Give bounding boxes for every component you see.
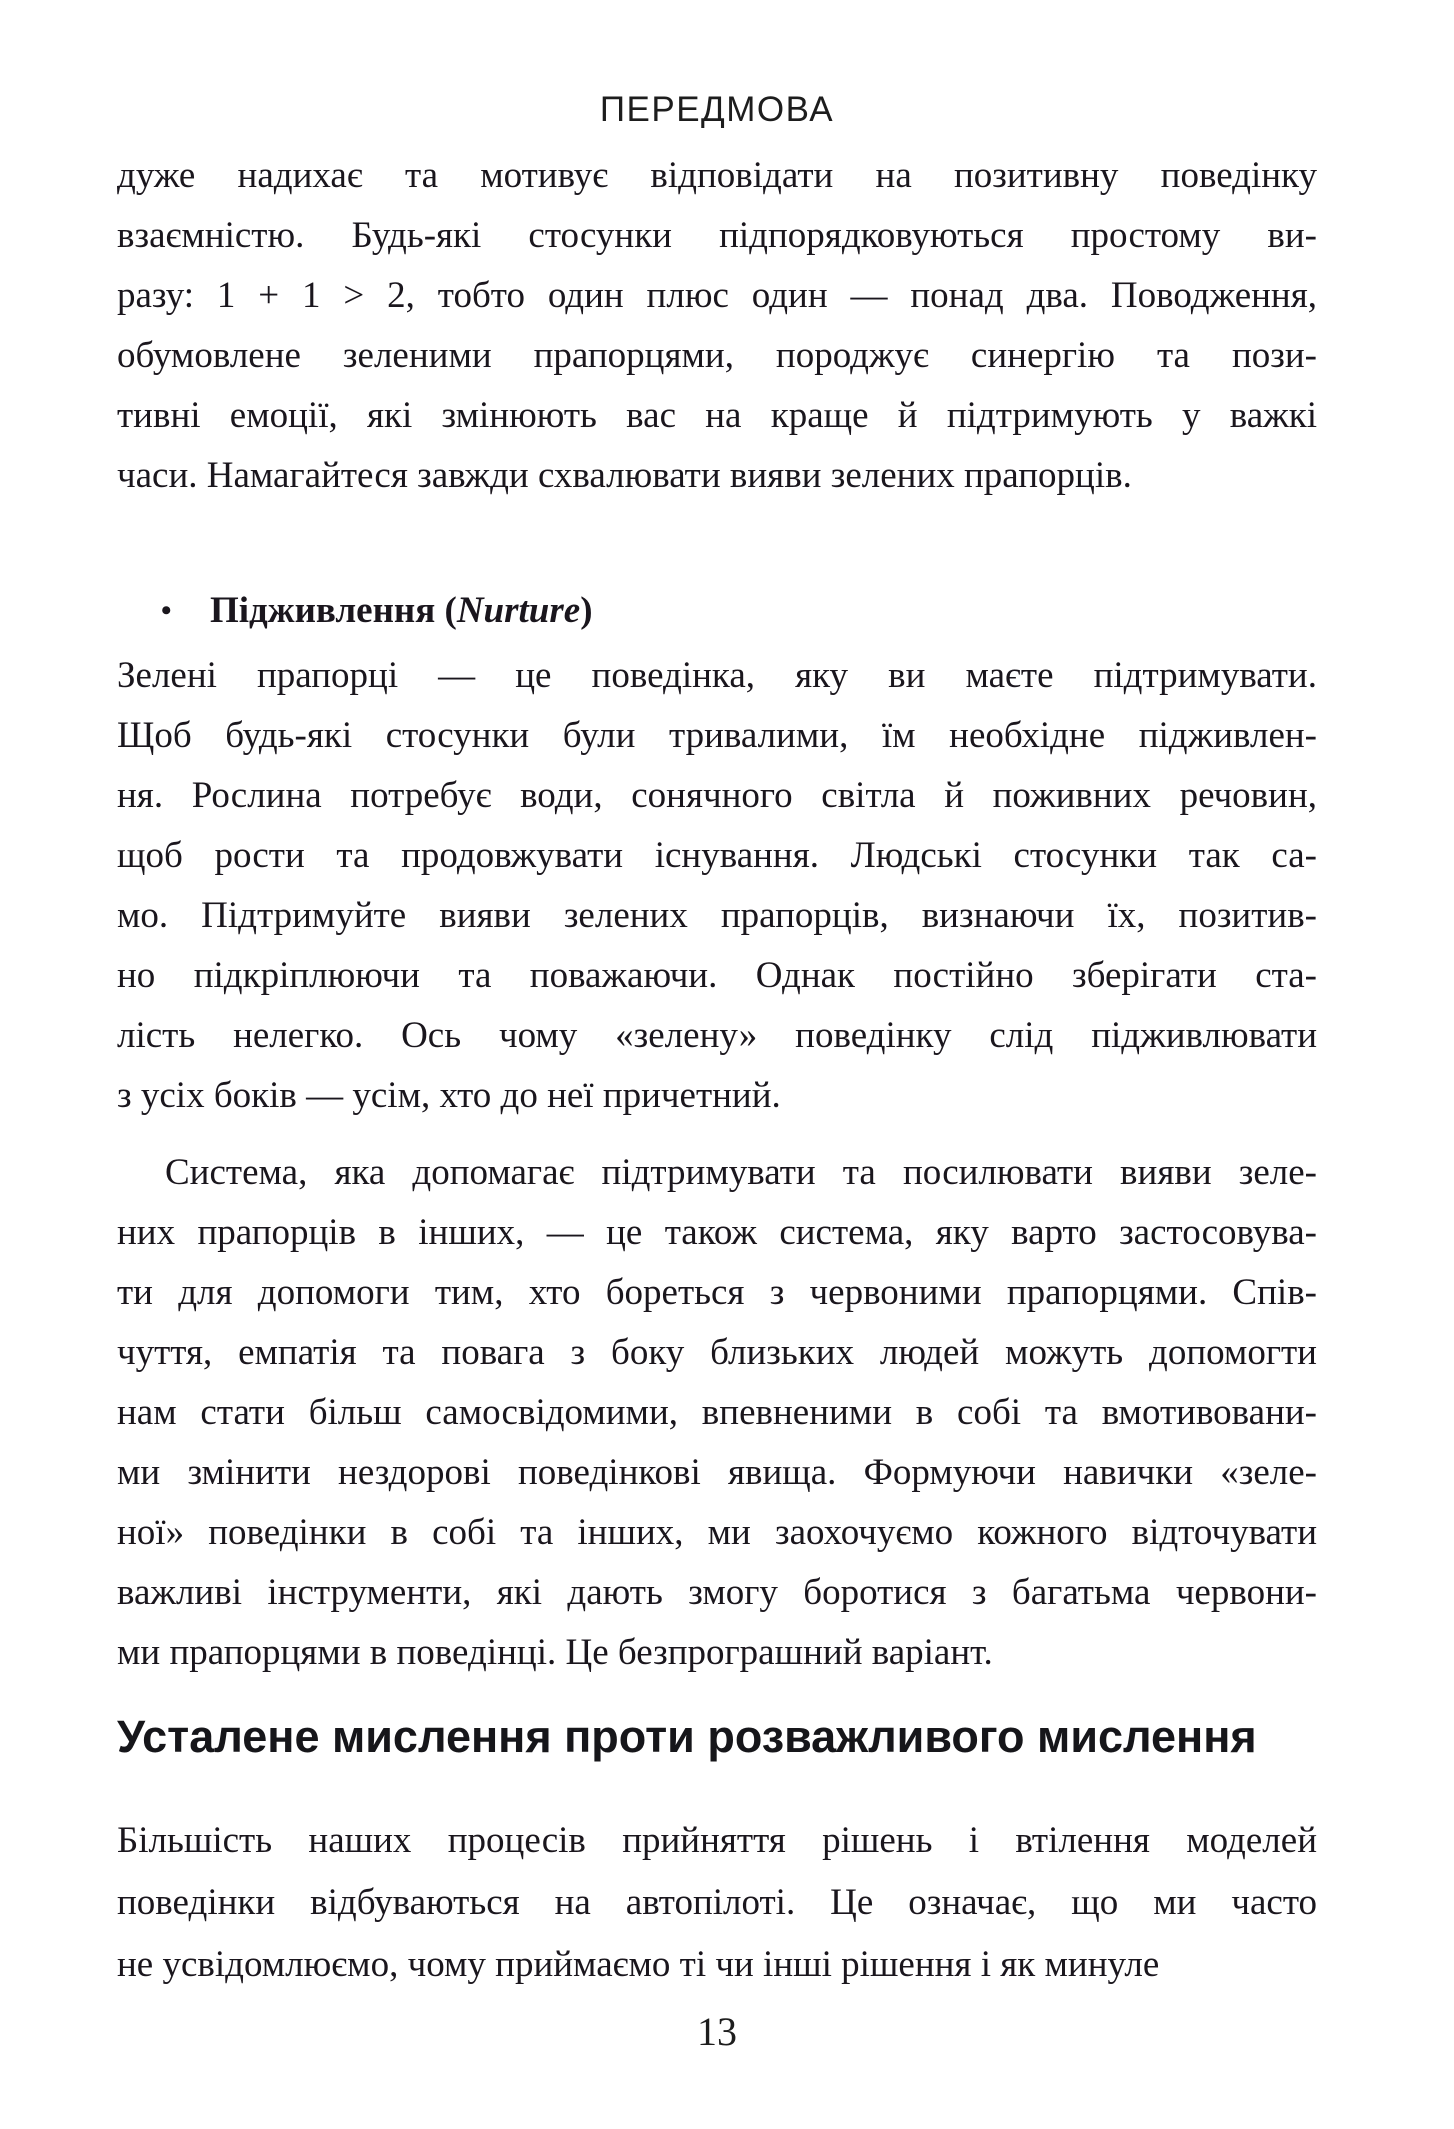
text-line: дуже надихає та мотивує відповідати на позитивну поведінку	[117, 155, 1317, 196]
text-line: часи. Намагайтеся завжди схвалювати вияви зелених прапорців.	[117, 455, 1132, 496]
text-line: Більшість наших процесів прийняття рішень і втілення моделей	[117, 1820, 1317, 1861]
paragraph-nurture	[117, 646, 1317, 1126]
text-line: поведінки відбуваються на автопілоті. Це означає, що ми часто	[117, 1882, 1317, 1923]
text-line: не усвідомлюємо, чому приймаємо ті чи інші рішення і як минуле	[117, 1944, 1160, 1985]
bullet-label-latin-term: Nurture	[456, 590, 581, 631]
text-line: з усіх боків — усім, хто до неї причетний.	[117, 1075, 781, 1116]
text-line: но підкріплюючи та поважаючи. Однак постійно зберігати ста-	[117, 955, 1317, 996]
text-line: чуття, емпатія та повага з боку близьких людей можуть допомогти	[117, 1332, 1317, 1373]
paragraph-section-intro	[117, 1810, 1317, 1996]
page-number: 13	[697, 2009, 737, 2054]
bullet-label-close: )	[580, 590, 593, 631]
text-line: Система, яка допомагає підтримувати та посилювати вияви зеле-	[165, 1152, 1317, 1193]
text-line: мо. Підтримуйте вияви зелених прапорців, визнаючи їх, позитив-	[117, 895, 1317, 936]
section-heading: Усталене мислення проти розважливого мислення	[117, 1711, 1257, 1762]
running-header: ПЕРЕДМОВА	[599, 90, 835, 129]
bullet-marker-icon: •	[161, 594, 172, 627]
text-line: ня. Рослина потребує води, сонячного світла й поживних речовин,	[117, 775, 1317, 816]
paragraph-continuation	[117, 146, 1317, 506]
paragraph-system	[117, 1143, 1317, 1683]
bullet-item	[117, 581, 1317, 641]
bullet-label: Підживлення (	[210, 590, 457, 631]
text-line: лість нелегко. Ось чому «зелену» поведінку слід підживлювати	[117, 1015, 1317, 1056]
text-line: нам стати більш самосвідомими, впевненими в собі та вмотивовани-	[117, 1392, 1317, 1433]
text-line: важливі інструменти, які дають змогу боротися з багатьма червони-	[117, 1572, 1317, 1613]
text-line: взаємністю. Будь-які стосунки підпорядковуються простому ви-	[117, 215, 1317, 256]
text-line: разу: 1 + 1 > 2, тобто один плюс один — понад два. Поводження,	[117, 275, 1317, 316]
text-line: ми змінити нездорові поведінкові явища. Формуючи навички «зеле-	[117, 1452, 1317, 1493]
text-line: ми прапорцями в поведінці. Це безпрограшний варіант.	[117, 1632, 993, 1673]
text-line: щоб рости та продовжувати існування. Людські стосунки так са-	[117, 835, 1317, 876]
text-line: тивні емоції, які змінюють вас на краще й підтримують у важкі	[117, 395, 1317, 436]
text-line: Зелені прапорці — це поведінка, яку ви маєте підтримувати.	[117, 655, 1317, 696]
text-line: них прапорців в інших, — це також система, яку варто застосовува-	[117, 1212, 1317, 1253]
text-line: Щоб будь-які стосунки були тривалими, їм необхідне підживлен-	[117, 715, 1317, 756]
text-line: ти для допомоги тим, хто бореться з червоними прапорцями. Спів-	[117, 1272, 1317, 1313]
text-line: ної» поведінки в собі та інших, ми заохочуємо кожного відточувати	[117, 1512, 1317, 1553]
text-line: обумовлене зеленими прапорцями, породжує синергію та пози-	[117, 335, 1317, 376]
